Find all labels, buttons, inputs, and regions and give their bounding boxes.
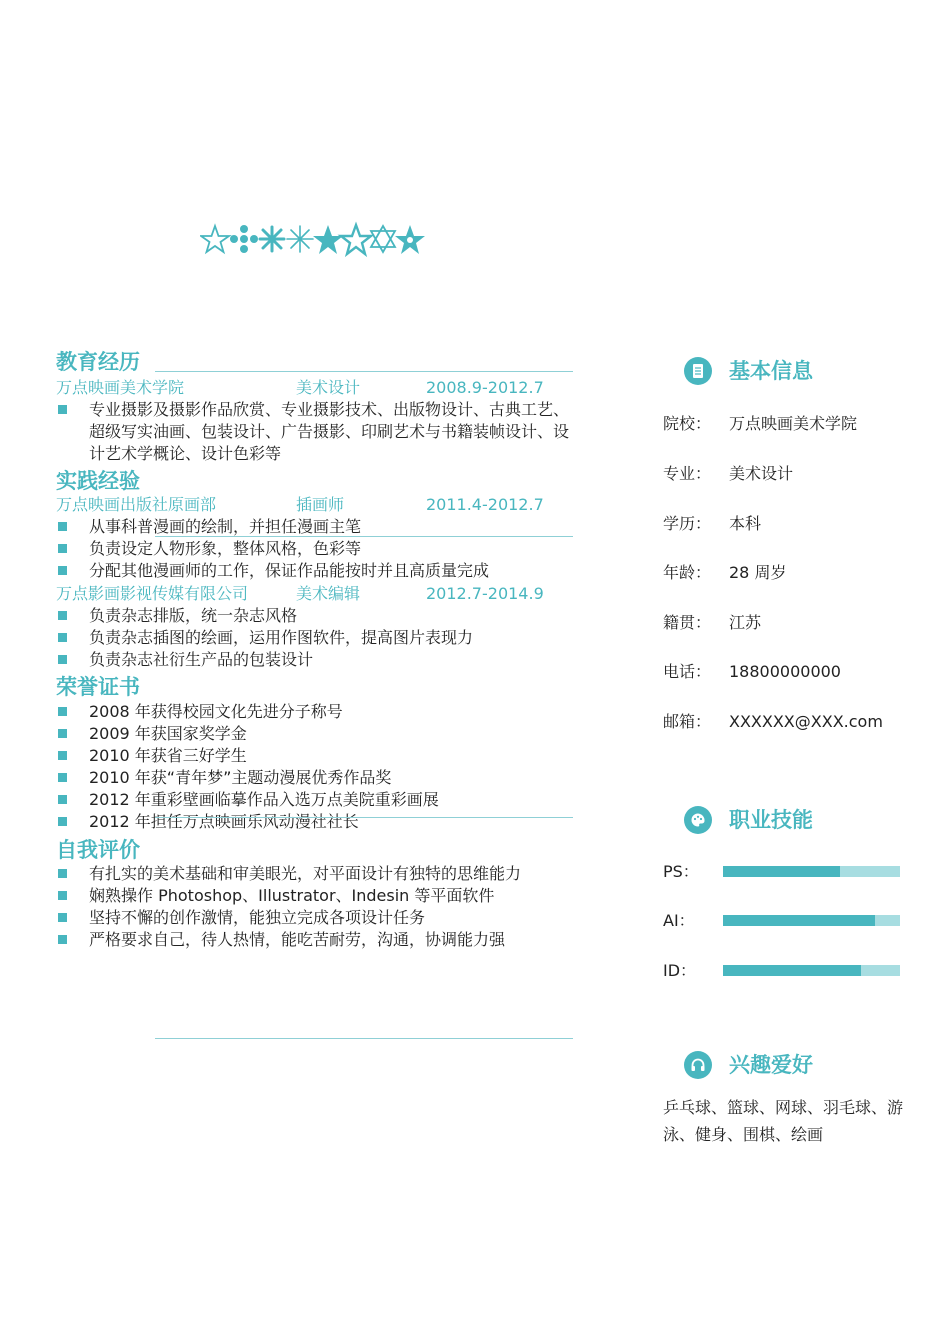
skills-title: 职业技能 xyxy=(729,808,813,832)
list-item-text: 负责杂志排版，统一杂志风格 xyxy=(89,606,298,625)
skill-label: AI： xyxy=(663,911,695,930)
bullet-square-icon xyxy=(58,913,67,922)
job-period: 2012.7-2014.9 xyxy=(426,584,544,603)
list-item-text: 严格要求自己，待人热情，能吃苦耐劳，沟通，协调能力强 xyxy=(89,930,506,949)
honors-rule xyxy=(155,817,573,818)
education-desc-item xyxy=(56,399,576,465)
list-item-text: 2009 年获国家奖学金 xyxy=(89,724,247,743)
job-period: 2011.4-2012.7 xyxy=(426,495,544,514)
skill-label: PS： xyxy=(663,862,699,881)
bullet-square-icon xyxy=(58,611,67,620)
bullet-square-icon xyxy=(58,773,67,782)
list-item-text: 负责杂志插图的绘画，运用作图软件，提高图片表现力 xyxy=(89,628,474,647)
bullet-square-icon xyxy=(58,729,67,738)
education-title: 教育经历 xyxy=(56,350,140,374)
list-item-text: 2008 年获得校园文化先进分子称号 xyxy=(89,702,343,721)
document-icon xyxy=(684,357,712,385)
info-value: XXXXXX@XXX.com xyxy=(729,712,883,731)
skill-bar-fill xyxy=(723,965,861,976)
info-value: 18800000000 xyxy=(729,662,841,681)
headphones-icon xyxy=(684,1051,712,1079)
skill-row xyxy=(663,910,903,932)
info-label: 专业： xyxy=(663,464,712,483)
education-major: 美术设计 xyxy=(296,378,361,397)
education-period: 2008.9-2012.7 xyxy=(426,378,544,397)
list-item-text: 坚持不懈的创作激情，能独立完成各项设计任务 xyxy=(89,908,426,927)
hobbies-text: 乒乓球、篮球、网球、羽毛球、游泳、健身、围棋、绘画 xyxy=(663,1098,904,1144)
skill-bar-fill xyxy=(723,915,875,926)
info-value: 美术设计 xyxy=(729,464,794,483)
hobbies-title: 兴趣爱好 xyxy=(729,1053,813,1077)
education-school: 万点映画美术学院 xyxy=(56,378,185,397)
bullet-square-icon xyxy=(58,795,67,804)
list-item-text: 从事科普漫画的绘制，并担任漫画主笔 xyxy=(89,517,362,536)
bullet-square-icon xyxy=(58,405,67,414)
education-desc: 专业摄影及摄影作品欣赏、专业摄影技术、出版物设计、古典工艺、超级写实油画、包装设计、广告摄影、印刷艺术与书籍装帧设计、设计艺术学概论、设计色彩等 xyxy=(89,400,570,463)
info-label: 邮箱： xyxy=(663,712,712,731)
bullet-square-icon xyxy=(58,891,67,900)
list-item-text: 负责杂志社衍生产品的包装设计 xyxy=(89,650,314,669)
bullet-square-icon xyxy=(58,817,67,826)
skill-bar-fill xyxy=(723,866,840,877)
bullet-square-icon xyxy=(58,869,67,878)
bullet-square-icon xyxy=(58,544,67,553)
bullet-square-icon xyxy=(58,655,67,664)
job-company: 万点影画影视传媒有限公司 xyxy=(56,584,249,603)
list-item-text: 2010 年获“青年梦”主题动漫展优秀作品奖 xyxy=(89,768,392,787)
info-value: 江苏 xyxy=(729,613,762,632)
bottom-rule xyxy=(155,1038,573,1039)
decorative-stars xyxy=(200,220,430,260)
job-company: 万点映画出版社原画部 xyxy=(56,495,217,514)
education-rule xyxy=(155,371,573,372)
practice-title: 实践经验 xyxy=(56,469,140,493)
basic-info-title: 基本信息 xyxy=(729,359,813,383)
info-label: 电话： xyxy=(663,662,712,681)
bullet-square-icon xyxy=(58,935,67,944)
list-item-text: 分配其他漫画师的工作，保证作品能按时并且高质量完成 xyxy=(89,561,490,580)
list-item-text: 有扎实的美术基础和审美眼光，对平面设计有独特的思维能力 xyxy=(89,864,522,883)
info-value: 万点映画美术学院 xyxy=(729,414,858,433)
skill-label: ID： xyxy=(663,961,697,980)
info-label: 学历： xyxy=(663,514,712,533)
list-item-text: 2012 年重彩壁画临摹作品入选万点美院重彩画展 xyxy=(89,790,439,809)
skill-row xyxy=(663,960,903,982)
bullet-square-icon xyxy=(58,566,67,575)
skill-bar xyxy=(723,965,900,976)
bullet-square-icon xyxy=(58,633,67,642)
stars-ornament-icon xyxy=(200,220,430,260)
info-label: 年龄： xyxy=(663,563,712,582)
palette-icon xyxy=(684,806,712,834)
skill-bar xyxy=(723,915,900,926)
info-value: 本科 xyxy=(729,514,762,533)
info-value: 28 周岁 xyxy=(729,563,787,582)
list-item-text: 2012 年担任万点映画乐风动漫社社长 xyxy=(89,812,359,831)
list-item-text: 娴熟操作 Photoshop、Illustrator、Indesin 等平面软件 xyxy=(89,886,495,905)
skill-bar xyxy=(723,866,900,877)
list-item-text: 2010 年获省三好学生 xyxy=(89,746,247,765)
info-label: 院校： xyxy=(663,414,712,433)
bullet-square-icon xyxy=(58,707,67,716)
list-item-text: 负责设定人物形象，整体风格，色彩等 xyxy=(89,539,362,558)
honors-title: 荣誉证书 xyxy=(56,675,140,699)
job-role: 美术编辑 xyxy=(296,584,361,603)
bullet-square-icon xyxy=(58,522,67,531)
job-role: 插画师 xyxy=(296,495,345,514)
skill-row xyxy=(663,861,903,883)
bullet-square-icon xyxy=(58,751,67,760)
info-label: 籍贯： xyxy=(663,613,712,632)
self-eval-title: 自我评价 xyxy=(56,838,140,862)
